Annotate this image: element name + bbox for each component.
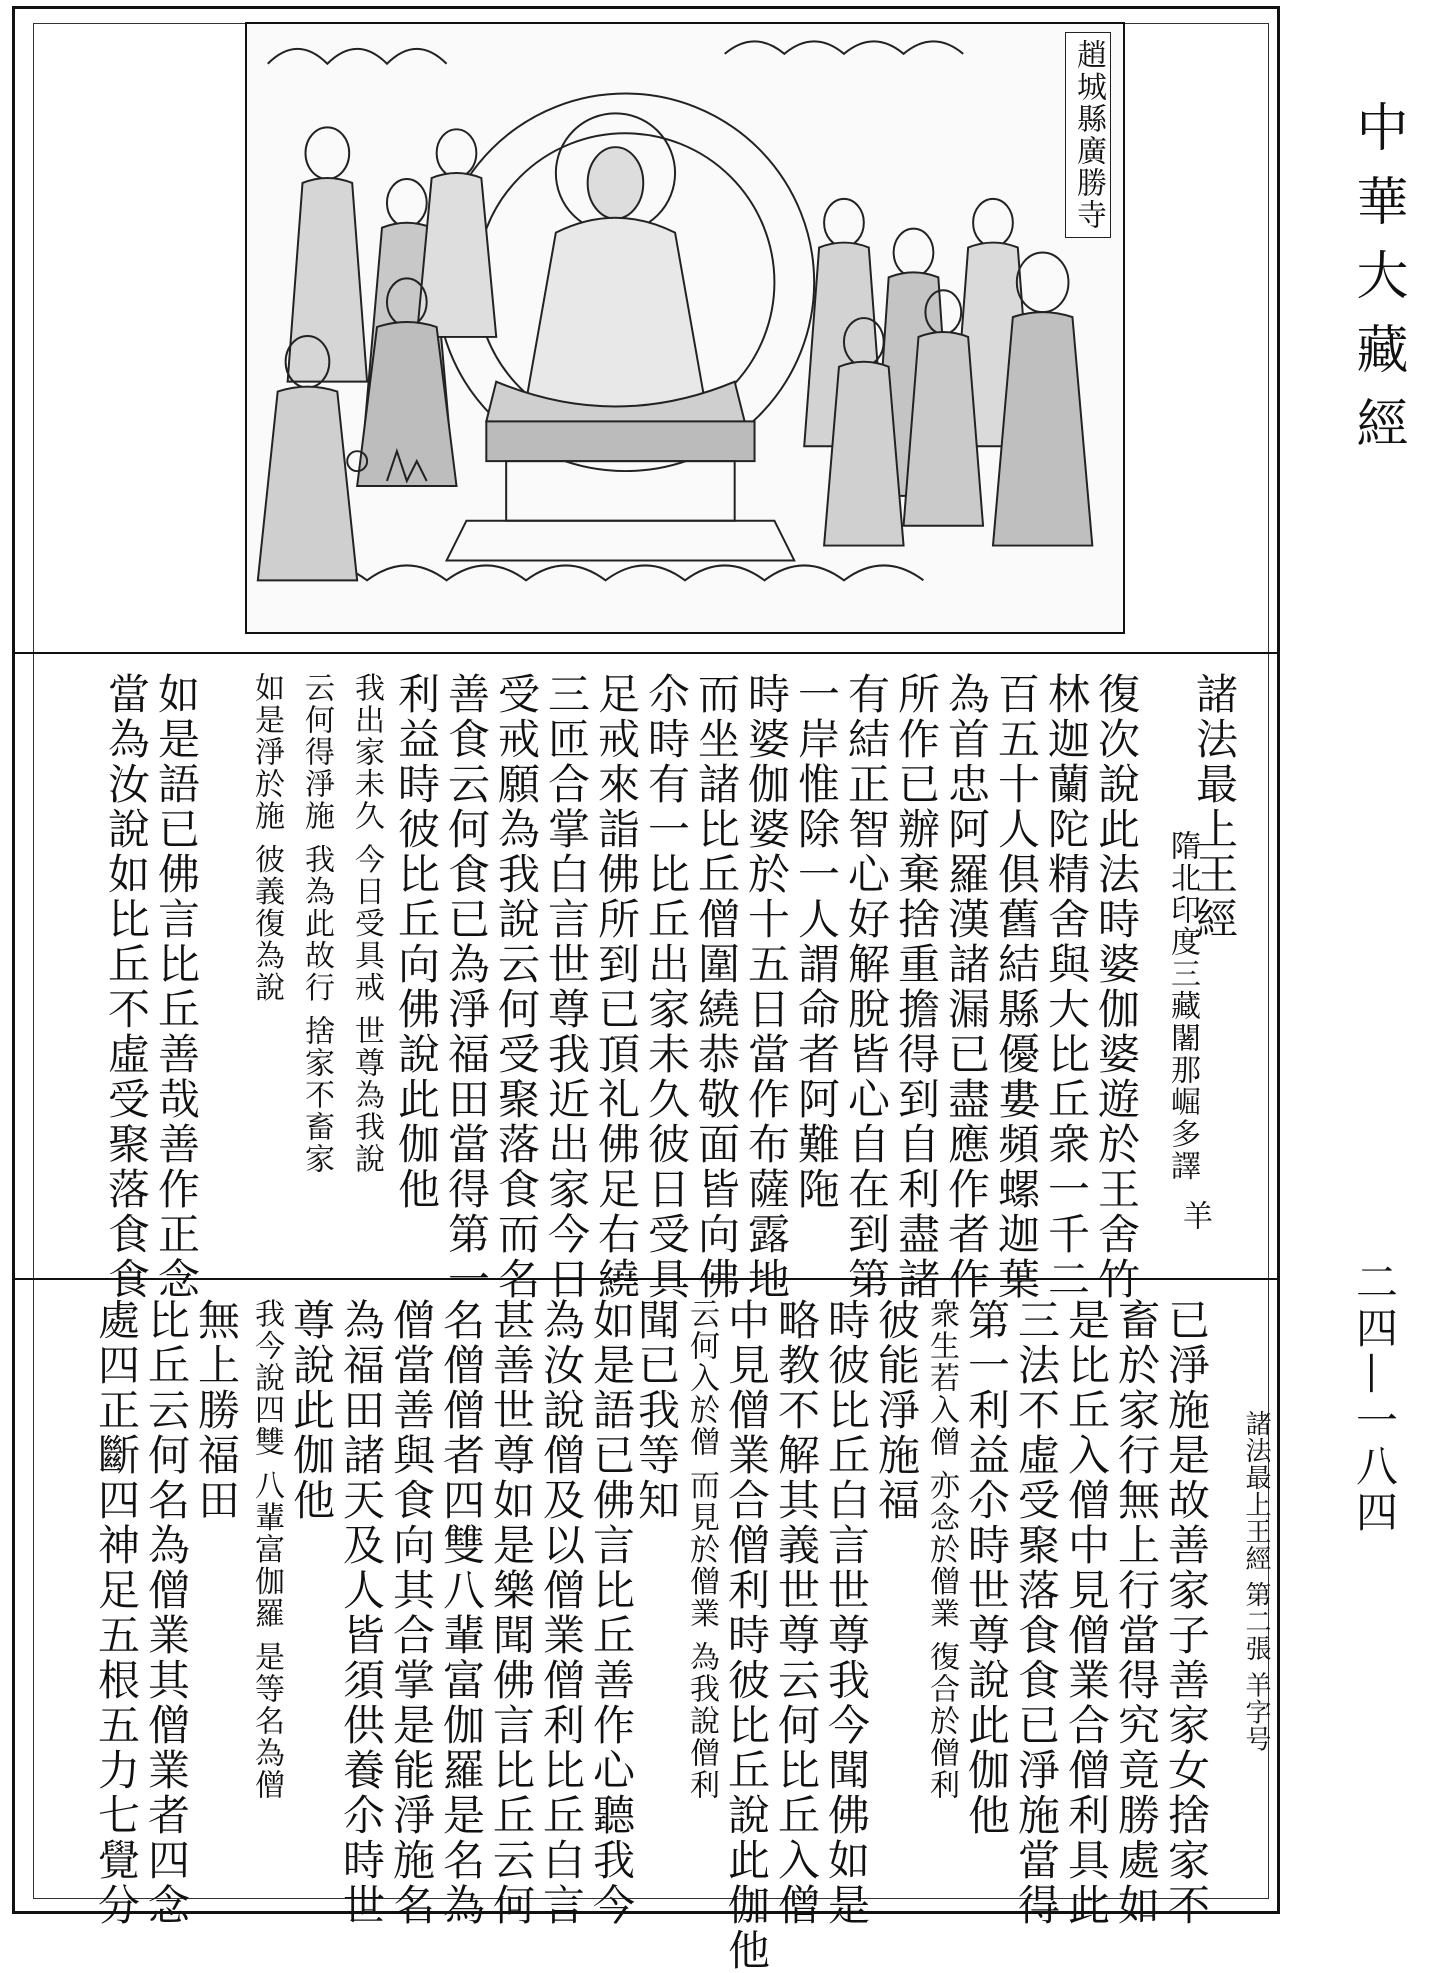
text-column: 足戒來詣佛所到已頂礼佛足右繞 — [592, 672, 641, 1302]
sutra-title: 諸法最上王經 — [1190, 672, 1239, 942]
text-column: 比丘云何名為僧業其僧業者四念 — [142, 1298, 191, 1928]
text-column: 略教不解其義世尊云何比丘入僧 — [772, 1298, 821, 1928]
page-number: 二四—一八四 — [1350, 1260, 1399, 1536]
collection-title: 中華大藏經 — [1347, 100, 1407, 470]
text-column: 時婆伽婆於十五日當作布薩露地 — [742, 672, 791, 1302]
text-column: 畜於家行無上行當得究竟勝處如 — [1112, 1298, 1161, 1928]
text-column: 利益時彼比丘向佛說此伽他 — [392, 672, 441, 1212]
verse-column: 云何入於僧 而見於僧業 為我說僧利 — [684, 1298, 719, 1802]
text-column: 如是語已佛言比丘善作心聽我今 — [587, 1298, 636, 1928]
buddha-assembly-drawing — [247, 24, 1123, 632]
text-column: 無上勝福田 — [192, 1298, 241, 1523]
section-divider-top — [12, 652, 1280, 654]
text-column: 彼能淨施福 — [872, 1298, 921, 1523]
verse-column: 我今說四雙 八輩富伽羅 是等名為僧 — [249, 1298, 284, 1802]
text-column: 當為汝說如比丘不虛受聚落食食 — [102, 672, 151, 1302]
translator-line: 隋北印度三藏闍那崛多譯 — [1165, 830, 1200, 1182]
text-column: 名僧僧者四雙八輩富伽羅是名為 — [437, 1298, 486, 1928]
text-column: 所作已辦棄捨重擔得到自利盡諸 — [892, 672, 941, 1302]
text-column: 時彼比丘白言世尊我今聞佛如是 — [822, 1298, 871, 1928]
text-column: 為福田諸天及人皆須供養尒時世 — [337, 1298, 386, 1928]
text-column: 中見僧業合僧利時彼比丘說此伽他 — [722, 1298, 771, 1973]
text-column: 善食云何食已為淨福田當得第一 — [442, 672, 491, 1302]
text-column: 第一利益尒時世尊說此伽他 — [962, 1298, 1011, 1838]
ji-mark: 羊 — [1177, 1200, 1212, 1232]
text-column: 三匝合掌白言世尊我近出家今日 — [542, 672, 591, 1302]
text-column: 甚善世尊如是樂聞佛言比丘云何 — [487, 1298, 536, 1928]
text-column: 復次說此法時婆伽婆遊於王舍竹 — [1092, 672, 1141, 1302]
text-column: 三法不虛受聚落食食已淨施當得 — [1012, 1298, 1061, 1928]
verse-column: 衆生若入僧 亦念於僧業 復合於僧利 — [924, 1298, 959, 1802]
text-column: 聞已我等知 — [632, 1298, 681, 1523]
text-column: 林迦蘭陀精舍與大比丘衆一千二 — [1042, 672, 1091, 1302]
text-column: 一岸惟除一人謂命者阿難陁 — [792, 672, 841, 1212]
verse-column: 云何得淨施 我為此故行 捨家不畜家 — [299, 672, 334, 1176]
text-column: 已淨施是故善家子善家女捨家不 — [1162, 1298, 1211, 1928]
text-column: 尊說此伽他 — [287, 1298, 336, 1523]
page-header-line: 諸法最上王經 第二張 羊字号 — [1241, 1410, 1271, 1753]
text-column: 百五十人俱舊結縣優婁頻螺迦葉 — [992, 672, 1041, 1302]
text-column: 有結正智心好解脫皆心自在到第 — [842, 672, 891, 1302]
frontispiece-illustration — [245, 22, 1125, 634]
text-column: 如是語已佛言比丘善哉善作正念 — [152, 672, 201, 1302]
text-column: 為首忠阿羅漢諸漏已盡應作者作 — [942, 672, 991, 1302]
text-column: 為汝說僧及以僧業僧利比丘白言 — [537, 1298, 586, 1928]
verse-column: 我出家未久 今日受具戒 世尊為我說 — [349, 672, 384, 1176]
temple-seal: 趙城縣廣勝寺 — [1065, 32, 1111, 238]
text-column: 處四正斷四神足五根五力七覺分 — [92, 1298, 141, 1928]
text-column: 受戒願為我說云何受聚落食而名 — [492, 672, 541, 1302]
text-column: 尒時有一比丘出家未久彼日受具 — [642, 672, 691, 1302]
verse-column: 如是淨於施 彼義復為說 — [249, 672, 284, 1004]
text-column: 是比丘入僧中見僧業合僧利具此 — [1062, 1298, 1111, 1928]
text-column: 而坐諸比丘僧圍繞恭敬面皆向佛 — [692, 672, 741, 1302]
text-column: 僧當善與食向其合掌是能淨施名 — [387, 1298, 436, 1928]
